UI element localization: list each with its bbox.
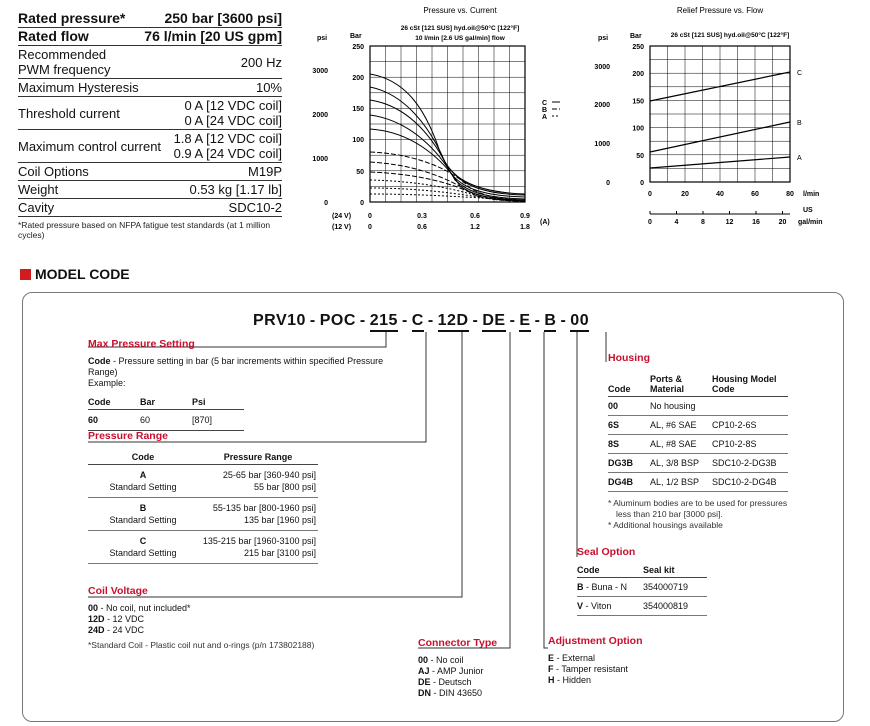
chart1-x24-tick: 0: [368, 213, 372, 220]
chart2-lmin-tick: 40: [716, 191, 724, 198]
us-label: US: [803, 207, 813, 214]
ampere-unit: (A): [540, 219, 550, 226]
chart2-us-tick: 12: [725, 219, 734, 226]
chart2-ticks: [594, 44, 794, 226]
chart2-psi-tick: 0: [606, 180, 610, 187]
pressure-range-row: B Standard Setting 55-135 bar [800-1960 psi] 135 bar [1960 psi]: [88, 498, 318, 531]
chart1-x24-tick: 0.9: [520, 213, 530, 220]
chart1-grid: [370, 46, 525, 202]
relief-pressure-vs-flow-chart: [590, 2, 860, 232]
chart2-us-tick: 4: [674, 219, 679, 226]
spec-value: 250 bar [3600 psi]: [164, 10, 282, 26]
spec-value: M19P: [248, 164, 282, 179]
pressure-range-row: A Standard Setting 25-65 bar [360-940 psi] 55 bar [800 psi]: [88, 465, 318, 498]
housing-note: * Aluminum bodies are to be used for pressures: [608, 498, 788, 508]
chart2-us-tick: 16: [752, 219, 760, 226]
adjustment-section: [548, 635, 688, 686]
spec-table: [18, 10, 282, 240]
chart2-title: Relief Pressure vs. Flow: [676, 6, 764, 15]
model-code-part: 215: [370, 312, 398, 332]
spec-value: SDC10-2: [228, 200, 282, 215]
housing-row: 00 No housing: [608, 397, 788, 416]
spec-label: Threshold current: [18, 105, 120, 121]
coil-voltage-section: [88, 585, 388, 651]
chart1-bar-tick: 150: [352, 106, 364, 113]
housing-table: Code Ports & Material Housing Model Code 00 No housing 6S AL, #6 SAE CP10-2-6S 8S AL, #8 SAE CP10-2-8S DG3B AL, 3/8 BSP SDC10-2-DG3B DG4B AL, 1/2 BSP SDC10-2-DG4B: [608, 372, 788, 492]
option-item: AJ - AMP Junior: [418, 666, 484, 676]
chart1-psi-tick: 1000: [312, 156, 328, 163]
model-code-part: -: [401, 312, 408, 329]
model-code-part: -: [534, 312, 541, 329]
chart1-x12-tick: 0.6: [417, 224, 427, 231]
option-item: 24D - 24 VDC: [88, 625, 145, 635]
option-item: DN - DIN 43650: [418, 688, 483, 698]
housing-title: Housing: [608, 352, 650, 364]
chart2-psi-label: psi: [598, 35, 609, 42]
connector-title: Connector Type: [418, 637, 498, 649]
spec-row: [18, 79, 282, 97]
chart1-x12-tick: 0: [368, 224, 372, 231]
pressure-range-section: [88, 430, 318, 564]
chart1-x24-tick: 0.6: [470, 213, 480, 220]
chart2-bar-tick: 200: [632, 71, 644, 79]
chart1-x12-tick: 1.8: [520, 224, 530, 231]
spec-row: [18, 181, 282, 199]
chart1-subtitle-1: 26 cSt [121 SUS] hyd.oil@50°C [122°F]: [400, 25, 520, 32]
model-code-heading: MODEL CODE: [20, 266, 130, 282]
housing-note: less than 210 bar [3000 psi].: [616, 509, 723, 519]
chart2-lmin-tick: 20: [681, 191, 689, 198]
option-item: E - External: [548, 653, 596, 663]
model-code-part: E: [519, 312, 530, 332]
max-pressure-section: [88, 338, 388, 431]
chart1-legend: [542, 100, 560, 121]
housing-row: 8S AL, #8 SAE CP10-2-8S: [608, 435, 788, 454]
spec-label: Cavity: [18, 200, 55, 215]
spec-label: Rated flow: [18, 28, 89, 44]
chart1-psi-tick: 0: [324, 200, 328, 207]
coil-voltage-note: *Standard Coil - Plastic coil nut and o-rings (p/n 173802188): [88, 640, 315, 650]
connector-section: [418, 637, 548, 699]
spec-label: Maximum Hysteresis: [18, 80, 139, 95]
option-item: 12D - 12 VDC: [88, 614, 145, 624]
spec-row: [18, 10, 282, 28]
seal-title: Seal Option: [577, 546, 636, 558]
option-item: 00 - No coil, nut included*: [88, 603, 191, 613]
model-code-part: 00: [570, 312, 589, 332]
spec-label: Maximum control current: [18, 138, 162, 154]
chart2-series-label: C: [797, 70, 803, 77]
option-item: 00 - No coil: [418, 655, 464, 665]
model-code-part: POC: [319, 312, 356, 329]
chart2-subtitle: 26 cSt [121 SUS] hyd.oil@50°C [122°F]: [670, 32, 790, 39]
model-code-part: C: [412, 312, 424, 332]
housing-note: * Additional housings available: [608, 520, 723, 530]
spec-value: 200 Hz: [240, 54, 282, 70]
pressure-range-title: Pressure Range: [88, 430, 168, 442]
chart1-bar-tick: 200: [352, 75, 364, 82]
model-code-part: -: [472, 312, 479, 329]
chart2-us-tick: 8: [701, 219, 705, 226]
spec-row: [18, 97, 282, 130]
model-code-part: -: [309, 312, 316, 329]
spec-value: 76 l/min [20 US gpm]: [144, 28, 282, 44]
option-item: F - Tamper resistant: [548, 664, 628, 674]
spec-label: Rated pressure*: [18, 10, 126, 26]
example-table: Code Bar Psi 60 60 [870]: [88, 395, 244, 431]
chart1-psi-label: psi: [317, 35, 328, 42]
chart2-lmin-tick: 0: [648, 191, 652, 198]
pressure-range-row: C Standard Setting 135-215 bar [1960-3100 psi] 215 bar [3100 psi]: [88, 531, 318, 564]
chart1-psi-tick: 3000: [312, 68, 328, 75]
example-label: Example:: [88, 378, 126, 388]
option-item: DE - Deutsch: [418, 677, 472, 687]
housing-row: DG3B AL, 3/8 BSP SDC10-2-DG3B: [608, 454, 788, 473]
model-code-part: 12D: [438, 312, 469, 332]
chart2-psi-tick: 3000: [594, 64, 610, 71]
spec-row: [18, 199, 282, 217]
chart2-us-tick: 20: [778, 219, 787, 226]
spec-row: [18, 130, 282, 163]
housing-row: DG4B AL, 1/2 BSP SDC10-2-DG4B: [608, 473, 788, 492]
spec-value: 0.53 kg [1.17 lb]: [189, 182, 282, 197]
chart2-series-label: A: [797, 155, 802, 162]
pressure-range-table: Code Pressure Range A Standard Setting 25-65 bar [360-940 psi] 55 bar [800 psi] B Standard Setting 55-135 bar [800-1960 psi] 135 bar [1960 psi] C Standard Setting 135-215 bar [1960-3100 psi] 215 bar [3100 psi]: [88, 450, 318, 564]
chart2-grid: [650, 46, 790, 214]
seal-section: [577, 546, 717, 616]
housing-section: [608, 352, 808, 531]
model-code-part: -: [427, 312, 434, 329]
legend-label: C: [542, 100, 548, 107]
x24-label: (24 V): [332, 213, 352, 220]
max-pressure-desc: Code - Pressure setting in bar (5 bar increments within specified Pressure Range): [88, 356, 384, 377]
spec-label: Coil Options: [18, 164, 89, 179]
legend-label: A: [542, 114, 548, 121]
spec-value: 10%: [255, 80, 282, 95]
chart2-bar-tick: 100: [632, 125, 644, 133]
chart2-psi-tick: 2000: [594, 102, 610, 109]
spec-row: [18, 28, 282, 46]
adjustment-title: Adjustment Option: [548, 635, 643, 647]
chart1-bar-label: Bar: [350, 33, 362, 40]
legend-label: B: [542, 107, 548, 114]
chart2-series-label: B: [797, 120, 802, 127]
chart1-x12-tick: 1.2: [470, 224, 480, 231]
chart2-lmin-tick: 80: [786, 191, 794, 198]
pressure-vs-current-chart: [310, 2, 560, 232]
model-code-part: PRV10: [253, 312, 306, 329]
spec-value: 0 A [12 VDC coil] 0 A [24 VDC coil]: [184, 98, 282, 128]
chart1-ticks: [312, 44, 530, 231]
chart2-bar-tick: 50: [636, 152, 644, 160]
chart2-lmin-tick: 60: [751, 191, 759, 198]
chart2-bar-tick: 250: [632, 44, 644, 51]
chart2-bar-label: Bar: [630, 33, 642, 40]
x12-label: (12 V): [332, 224, 352, 231]
chart2-bar-tick: 0: [640, 180, 644, 187]
coil-voltage-title: Coil Voltage: [88, 585, 148, 597]
seal-row: V - Viton 354000819: [577, 597, 707, 616]
spec-label: Recommended PWM frequency: [18, 47, 111, 77]
housing-row: 6S AL, #6 SAE CP10-2-6S: [608, 416, 788, 435]
seal-row: B - Buna - N 354000719: [577, 578, 707, 597]
max-pressure-title: Max Pressure Setting: [88, 338, 195, 350]
model-code-part: DE: [482, 312, 505, 332]
chart1-title: Pressure vs. Current: [423, 6, 497, 15]
chart2-us-tick: 0: [648, 219, 652, 226]
spec-label: Weight: [18, 182, 59, 197]
gal-label: gal/min: [798, 219, 823, 226]
chart1-bar-tick: 0: [360, 200, 364, 207]
chart1-bar-tick: 100: [352, 137, 364, 144]
chart2-bar-tick: 150: [632, 98, 644, 106]
chart2-psi-tick: 1000: [594, 141, 610, 148]
chart2-lines: [650, 70, 802, 168]
red-square-icon: [20, 269, 31, 280]
chart1-subtitle-2: 10 l/min [2.6 US gal/min] flow: [415, 35, 505, 42]
model-code-part: -: [359, 312, 366, 329]
chart1-bar-tick: 250: [352, 44, 364, 51]
option-item: H - Hidden: [548, 675, 592, 685]
chart1-bar-tick: 50: [356, 169, 364, 176]
model-code-part: -: [560, 312, 567, 329]
spec-value: 1.8 A [12 VDC coil] 0.9 A [24 VDC coil]: [173, 131, 282, 161]
model-code-string: [253, 312, 589, 332]
spec-row: [18, 46, 282, 79]
spec-note: *Rated pressure based on NFPA fatigue test standards (at 1 million cycles): [18, 220, 271, 240]
chart1-x24-tick: 0.3: [417, 213, 427, 220]
spec-row: [18, 163, 282, 181]
model-code-part: B: [544, 312, 556, 332]
lmin-label: l/min: [803, 191, 820, 198]
model-code-part: -: [509, 312, 516, 329]
seal-table: Code Seal kit B - Buna - N 354000719 V - Viton 354000819: [577, 563, 707, 616]
chart1-psi-tick: 2000: [312, 112, 328, 119]
